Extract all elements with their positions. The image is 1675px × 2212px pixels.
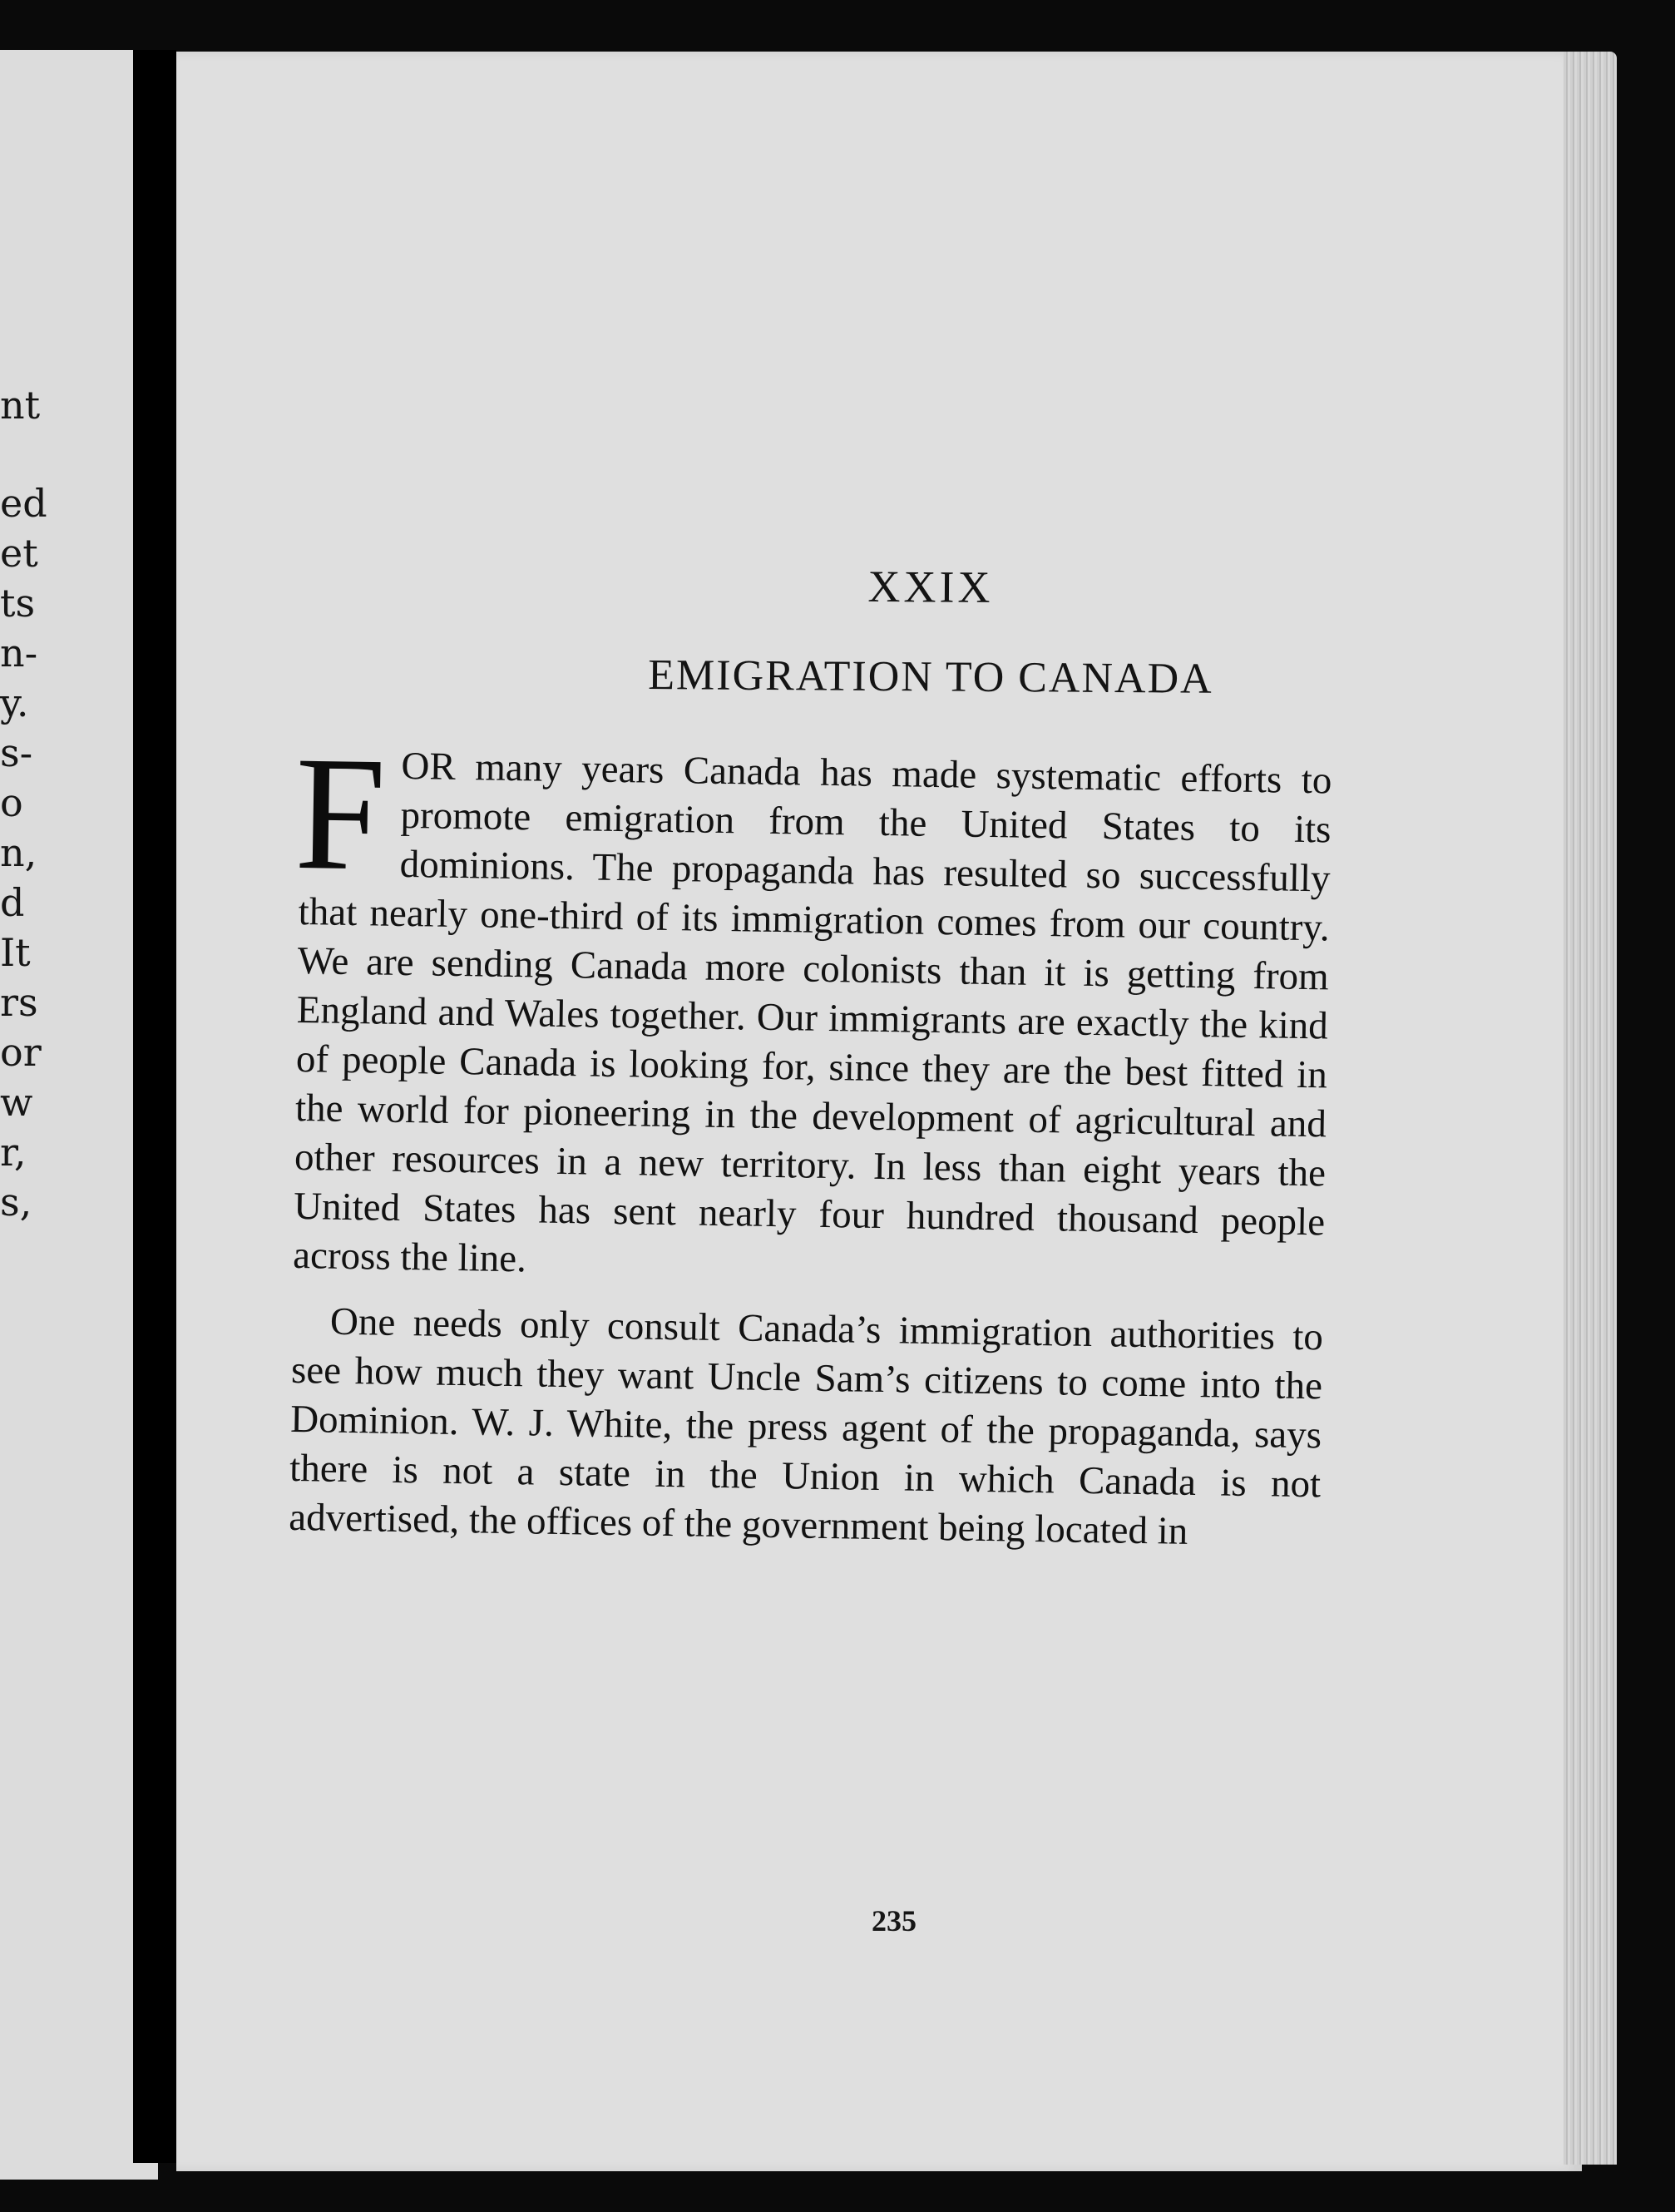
chapter-number: XXIX [867, 561, 994, 612]
left-fragment: rs [0, 980, 38, 1025]
book-gutter [133, 50, 176, 2163]
left-fragment: w [0, 1080, 33, 1125]
left-fragment: n- [0, 631, 38, 675]
chapter-title: EMIGRATION TO CANADA [648, 651, 1213, 703]
chapter-body [288, 722, 1332, 1558]
left-fragment: nt [0, 383, 41, 428]
paragraph-first [292, 722, 1332, 1296]
left-fragment: It [0, 930, 31, 975]
left-fragment: ed [0, 481, 47, 526]
left-fragment: y. [0, 680, 29, 725]
left-fragment: s, [0, 1180, 32, 1225]
left-fragment: s- [0, 730, 33, 775]
paragraph-first-text: OR many years Canada has made systematic efforts to promote emigration from the United States to its dominions. The propaganda has resulted so successfully that nearly one-third of its immigration comes from our country. We are sending Canada more colonists than it is getting from England and Wales together. Our immigrants are exactly the kind of people Canada is looking for, since they are the best fitted in the world for pioneering in the development of agricultural and other resources in a new territory. In less than eight years the United States has sent nearly four hundred thousand people across the line. [292, 744, 1332, 1281]
left-fragment: ts [0, 581, 36, 626]
left-fragment: or [0, 1030, 42, 1075]
left-fragment: n, [0, 830, 37, 875]
page-number: 235 [872, 1904, 917, 1937]
right-page [176, 52, 1582, 2171]
left-fragment: et [0, 531, 38, 576]
left-fragment: o [0, 780, 23, 825]
left-fragment: d [0, 880, 25, 925]
left-fragment: r, [0, 1130, 27, 1175]
paragraph-second: One needs only consult Canada’s immigration authorities to see how much they want Uncle Sam’s citizens to come into the Dominion. W. J. White, the press agent of the propaganda, says there is not a state in the Union in which Canada is not advertised, the offices of the government being located in [288, 1299, 1324, 1553]
drop-cap: F [293, 722, 388, 905]
page-edges [1564, 52, 1617, 2165]
